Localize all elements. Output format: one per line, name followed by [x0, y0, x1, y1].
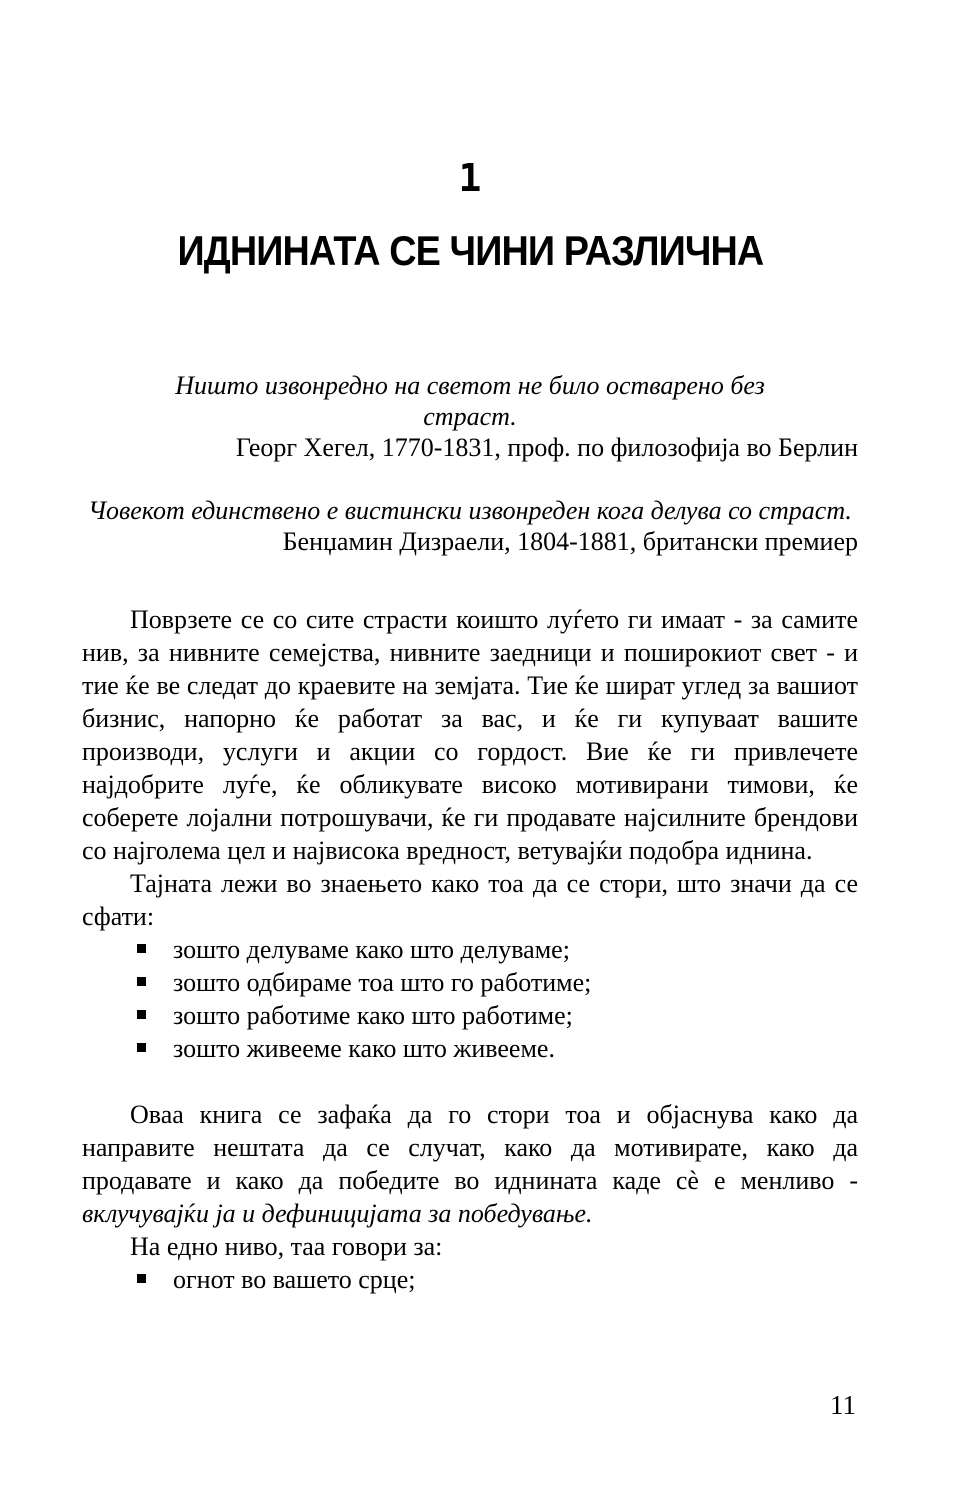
list-item-text: огнот во вашето срце;: [173, 1265, 416, 1294]
square-bullet-icon: [137, 1274, 146, 1283]
paragraph: Тајната лежи во знаењето како тоа да се стори, што значи да се сфати:: [82, 869, 858, 931]
quote-block-hegel: [82, 370, 858, 463]
list-item-text: зошто работиме како што работиме;: [173, 1001, 573, 1030]
paragraph: [82, 1098, 858, 1230]
quote-attribution: Бенџамин Дизраели, 1804-1881, британски премиер: [282, 527, 858, 556]
paragraph-text-italic: вклучувајќи ја и дефиницијата за победување.: [82, 1199, 593, 1228]
quote-attribution: Георг Хегел, 1770-1831, проф. по филозофија во Берлин: [235, 433, 858, 462]
quote-text: Човекот единствено е вистински извонреден кога делува со страст.: [88, 496, 852, 525]
paragraph-text: Оваа книга се зафаќа да го стори тоа и објаснува како да направите нештата да се случат, како да мотивирате, како да продавате и како да победите во иднината каде сѐ е менливо -: [82, 1100, 858, 1195]
list-item: [137, 1263, 858, 1296]
list-item: [137, 999, 858, 1032]
bullet-list-why: [82, 933, 858, 1065]
quote-block-disraeli: [82, 495, 858, 557]
paragraph: Поврзете се со сите страсти коишто луѓето ги имаат - за самите нив, за нивните семејства, нивните заедници и поширокиот свет - и тие ќе ве следат до краевите на земјата. Тие ќе шират углед за вашиот бизнис, напорно ќе работат за вас, и ќе ги купуваат вашите производи, услуги и акции со гордост. Вие ќе ги привлечете најдобрите луѓе, ќе обликувате високо мотивирани тимови, ќе соберете лојални потрошувачи, ќе ги продавате најсилните брендови со најголема цел и највисока вредност, ветувајќи подобра иднина.: [82, 605, 858, 865]
paragraph: На едно ниво, таа говори за:: [130, 1232, 443, 1261]
list-item: [137, 966, 858, 999]
bullet-list-level: [82, 1263, 858, 1296]
body-text: [82, 603, 858, 1296]
list-item-text: зошто живееме како што живееме.: [173, 1034, 555, 1063]
list-item: [137, 1032, 858, 1065]
list-item-text: зошто одбираме тоа што го работиме;: [173, 968, 592, 997]
chapter-title: [82, 227, 858, 274]
list-item-text: зошто делуваме како што делуваме;: [173, 935, 570, 964]
chapter-title-text: ИДНИНАТА СЕ ЧИНИ РАЗЛИЧНА: [177, 227, 763, 274]
chapter-number: 1: [458, 156, 482, 200]
page-number: 11: [830, 1390, 856, 1420]
square-bullet-icon: [137, 1010, 146, 1019]
square-bullet-icon: [137, 944, 146, 953]
square-bullet-icon: [137, 1043, 146, 1052]
square-bullet-icon: [137, 977, 146, 986]
list-item: [137, 933, 858, 966]
quote-text: Ништо извонредно на светот не било остварено без страст.: [175, 371, 765, 431]
